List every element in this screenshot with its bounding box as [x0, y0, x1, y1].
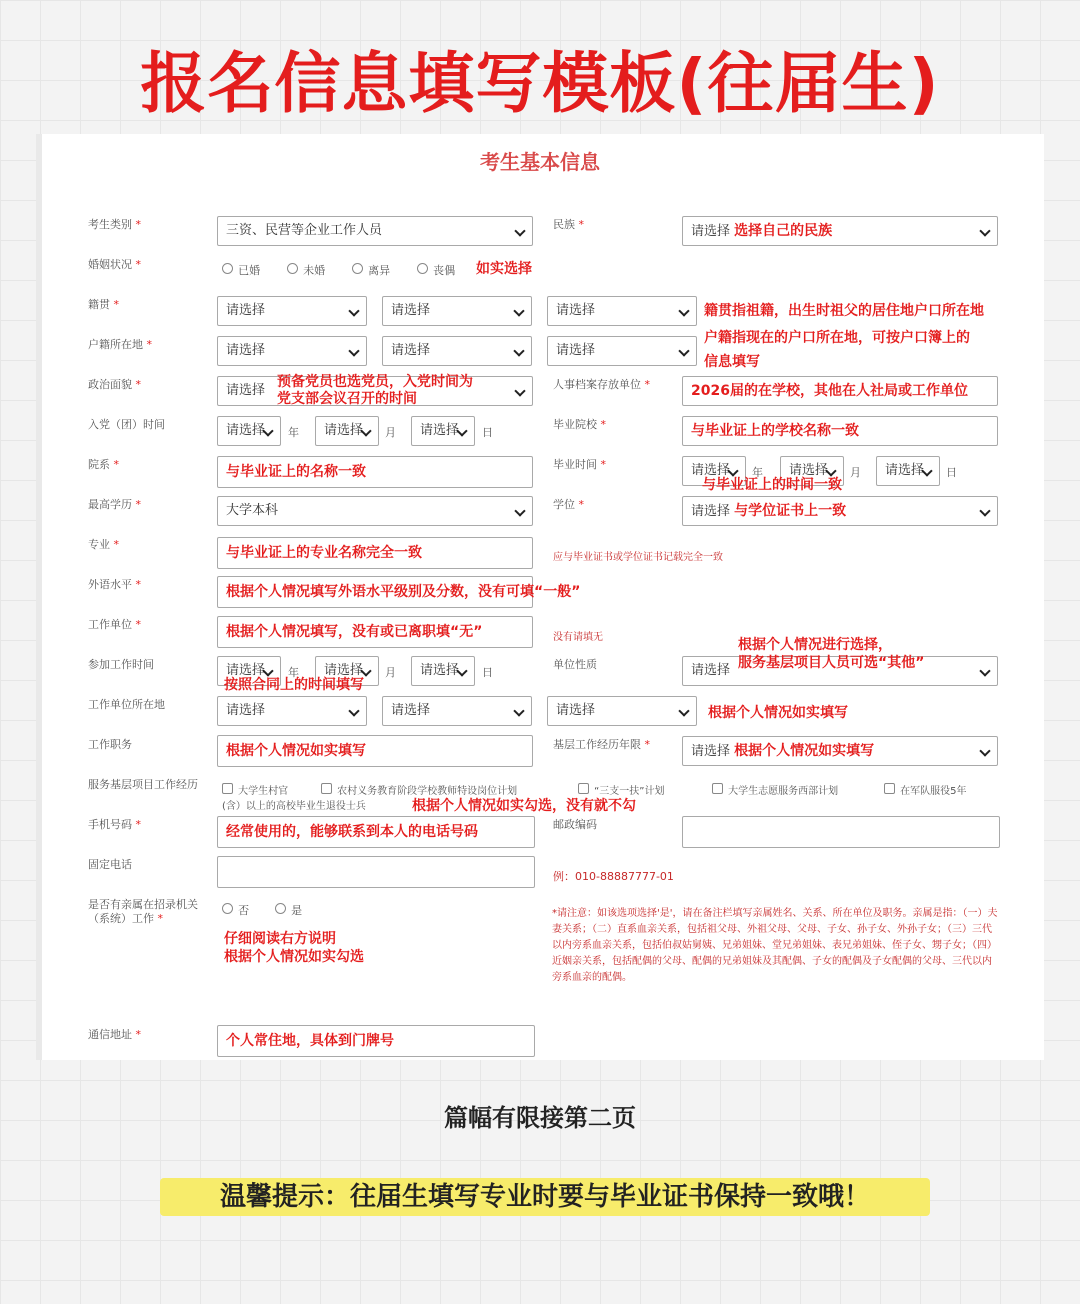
label-degree: 学位 *	[553, 498, 584, 511]
label-relative: 是否有亲属在招录机关（系统）工作 *	[88, 898, 198, 925]
label-language: 外语水平 *	[88, 578, 141, 591]
relative-option-no[interactable]: 否	[222, 899, 249, 918]
radio-icon	[352, 263, 363, 274]
major-input[interactable]: 与毕业证上的专业名称完全一致	[217, 537, 533, 569]
work-year-select[interactable]: 请选择	[217, 656, 281, 686]
label-work-location: 工作单位所在地	[88, 698, 165, 711]
work-month-select[interactable]: 请选择	[315, 656, 379, 686]
label-political: 政治面貌 *	[88, 378, 141, 391]
label-grad-school: 毕业院校 *	[553, 418, 606, 431]
native-county-select[interactable]: 请选择	[547, 296, 697, 326]
party-year-select[interactable]: 请选择	[217, 416, 281, 446]
label-position: 工作职务	[88, 738, 132, 751]
label-grad-time: 毕业时间 *	[553, 458, 606, 471]
work-city-select[interactable]: 请选择	[382, 696, 532, 726]
checkbox-icon	[222, 783, 233, 794]
radio-icon	[417, 263, 428, 274]
party-month-select[interactable]: 请选择	[315, 416, 379, 446]
project-village-official[interactable]: 大学生村官	[222, 779, 288, 798]
radio-icon	[275, 903, 286, 914]
unit-year: 年	[288, 426, 299, 439]
label-department: 院系 *	[88, 458, 119, 471]
note-major: 应与毕业证书或学位证书记载完全一致	[553, 552, 723, 563]
tip-banner: 温馨提示：往届生填写专业时要与毕业证书保持一致哦！	[160, 1178, 930, 1216]
hint-unit-type: 根据个人情况进行选择， 服务基层项目人员可选“其他”	[738, 637, 925, 671]
department-input[interactable]: 与毕业证上的名称一致	[217, 456, 533, 488]
unit-type-select[interactable]: 请选择	[682, 656, 998, 686]
grad-school-input[interactable]: 与毕业证上的学校名称一致	[682, 416, 998, 446]
address-input[interactable]: 个人常住地，具体到门牌号	[217, 1025, 535, 1057]
label-archive: 人事档案存放单位 *	[553, 378, 650, 391]
archive-input[interactable]: 2026届的在学校，其他在人社局或工作单位	[682, 376, 998, 406]
label-landline: 固定电话	[88, 858, 132, 871]
political-select[interactable]: 请选择	[217, 376, 533, 406]
ethnicity-select[interactable]: 请选择 选择自己的民族	[682, 216, 998, 246]
postcode-input[interactable]	[682, 816, 1000, 848]
page-title: 报名信息填写模板(往届生)	[140, 45, 940, 122]
radio-icon	[222, 903, 233, 914]
note-employer: 没有请填无	[553, 632, 603, 643]
phone-input[interactable]: 经常使用的，能够联系到本人的电话号码	[217, 816, 535, 848]
unit-day: 日	[482, 426, 493, 439]
hint-native-1: 籍贯指祖籍，出生时祖父的居住地户口所在地	[704, 303, 984, 319]
project-military[interactable]: 在军队服役5年	[884, 779, 966, 798]
party-day-select[interactable]: 请选择	[411, 416, 475, 446]
hint-work-start: 按照合同上的时间填写	[224, 677, 364, 693]
label-marital: 婚姻状况 *	[88, 258, 141, 271]
hint-native-3: 信息填写	[704, 354, 760, 370]
label-address: 通信地址 *	[88, 1028, 141, 1041]
label-category: 考生类别 *	[88, 218, 141, 231]
language-input[interactable]: 根据个人情况填写外语水平级别及分数，没有可填“一般”	[217, 576, 533, 608]
label-work-start: 参加工作时间	[88, 658, 154, 671]
unit-day: 日	[482, 666, 493, 679]
label-major: 专业 *	[88, 538, 119, 551]
label-party-join: 入党（团）时间	[88, 418, 165, 431]
project-military-cont: (含）以上的高校毕业生退役士兵	[222, 801, 366, 812]
label-grassroots-years: 基层工作经历年限 *	[553, 738, 650, 751]
label-native-place: 籍贯 *	[88, 298, 119, 311]
unit-month: 月	[850, 466, 861, 479]
marital-option-divorced[interactable]: 离异	[352, 259, 390, 278]
unit-year: 年	[752, 466, 763, 479]
hint-relative: 仔细阅读右方说明 根据个人情况如实勾选	[224, 931, 364, 965]
marital-option-widowed[interactable]: 丧偶	[417, 259, 455, 278]
checkbox-icon	[578, 783, 589, 794]
grassroots-years-select[interactable]: 请选择 根据个人情况如实填写	[682, 736, 998, 766]
unit-month: 月	[385, 666, 396, 679]
label-employer: 工作单位 *	[88, 618, 141, 631]
grad-day-select[interactable]: 请选择	[876, 456, 940, 486]
unit-day: 日	[946, 466, 957, 479]
hint-political: 预备党员也选党员，入党时间为 党支部会议召开的时间	[277, 374, 473, 407]
hint-native-2: 户籍指现在的户口所在地，可按户口簿上的	[704, 330, 970, 346]
label-phone: 手机号码 *	[88, 818, 141, 831]
native-province-select[interactable]: 请选择	[217, 296, 367, 326]
project-western-volunteer[interactable]: 大学生志愿服务西部计划	[712, 779, 838, 798]
hint-grad-time: 与毕业证上的时间一致	[702, 477, 842, 493]
checkbox-icon	[712, 783, 723, 794]
label-education: 最高学历 *	[88, 498, 141, 511]
category-select[interactable]: 三资、民营等企业工作人员	[217, 216, 533, 246]
position-input[interactable]: 根据个人情况如实填写	[217, 735, 533, 767]
grad-year-select[interactable]: 请选择	[682, 456, 746, 486]
unit-year: 年	[288, 666, 299, 679]
label-ethnicity: 民族 *	[553, 218, 584, 231]
label-grassroots-projects: 服务基层项目工作经历	[88, 778, 198, 791]
relative-note: *请注意：如该选项选择'是'，请在备注栏填写亲属姓名、关系、所在单位及职务。亲属是指：（一）夫妻关系；（二）直系血亲关系，包括祖父母、外祖父母、父母、子女、孙子女、外孙子女；（三）三代以内旁系血亲关系，包括伯叔姑舅姨、兄弟姐妹、堂兄弟姐妹、表兄弟姐妹、侄子女、甥子女；（四）近姻亲关系，包括配偶的父母、配偶的兄弟姐妹及其配偶、子女的配偶及子女配偶的父母、三代以内旁系血亲的配偶。	[552, 908, 998, 983]
grad-month-select[interactable]: 请选择	[780, 456, 844, 486]
label-unit-type: 单位性质	[553, 658, 597, 671]
radio-icon	[222, 263, 233, 274]
work-county-select[interactable]: 请选择	[547, 696, 697, 726]
marital-option-married[interactable]: 已婚	[222, 259, 260, 278]
note-landline: 例：010-88887777-01	[553, 870, 674, 883]
unit-month: 月	[385, 426, 396, 439]
checkbox-icon	[884, 783, 895, 794]
hint-marital: 如实选择	[476, 261, 532, 277]
relative-option-yes[interactable]: 是	[275, 899, 302, 918]
hint-projects: 根据个人情况如实勾选，没有就不勾	[412, 798, 636, 814]
work-day-select[interactable]: 请选择	[411, 656, 475, 686]
section-title: 考生基本信息	[480, 150, 600, 174]
label-postcode: 邮政编码	[553, 818, 597, 831]
household-city-select[interactable]: 请选择	[382, 336, 532, 366]
education-select[interactable]: 大学本科	[217, 496, 533, 526]
household-county-select[interactable]: 请选择	[547, 336, 697, 366]
project-three-supports[interactable]: “三支一扶”计划	[578, 779, 664, 798]
degree-select[interactable]: 请选择 与学位证书上一致	[682, 496, 998, 526]
native-city-select[interactable]: 请选择	[382, 296, 532, 326]
marital-option-single[interactable]: 未婚	[287, 259, 325, 278]
household-province-select[interactable]: 请选择	[217, 336, 367, 366]
label-household: 户籍所在地 *	[88, 338, 152, 351]
project-rural-teacher[interactable]: 农村义务教育阶段学校教师特设岗位计划	[321, 779, 517, 798]
employer-input[interactable]: 根据个人情况填写，没有或已离职填“无”	[217, 616, 533, 648]
hint-work-location: 根据个人情况如实填写	[708, 705, 848, 721]
landline-input[interactable]	[217, 856, 535, 888]
work-province-select[interactable]: 请选择	[217, 696, 367, 726]
checkbox-icon	[321, 783, 332, 794]
radio-icon	[287, 263, 298, 274]
continued-note: 篇幅有限接第二页	[444, 1103, 636, 1132]
